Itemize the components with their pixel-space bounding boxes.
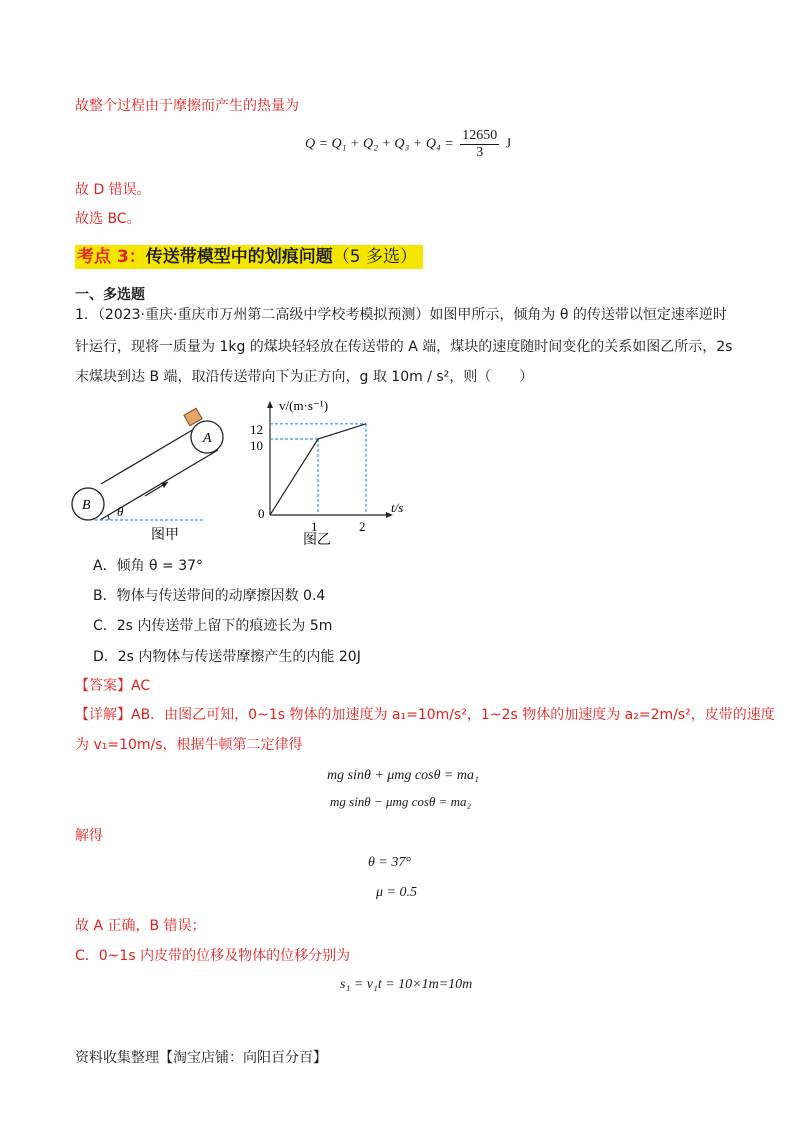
belt-label-b: B [82, 498, 91, 513]
option-b: B．物体与传送带间的动摩擦因数 0.4 [93, 588, 326, 604]
solve-text: 解得 [75, 828, 103, 844]
section-title-tag: （5 多选） [332, 247, 417, 267]
option-d: D．2s 内物体与传送带摩擦产生的内能 20J [93, 649, 361, 665]
section-title-lead: 考点 3： [77, 247, 146, 267]
section-title-text: 传送带模型中的划痕问题 [145, 247, 333, 267]
option-a: A．倾角 θ = 37° [93, 558, 204, 574]
vt-graph [245, 392, 425, 548]
d-wrong-text: 故 D 错误。 [75, 182, 151, 198]
equation-newton-1: mg sinθ + μmg cosθ = ma₁ [327, 768, 479, 783]
detail-line-1: 【详解】AB．由图乙可知，0~1s 物体的加速度为 a₁=10m/s²，1~2s 物体的加速度为 a₂=2m/s²，皮带的速度 [75, 707, 775, 723]
question-line-1: 1．（2023·重庆·重庆市万州第二高级中学校考模拟预测）如图甲所示，倾角为 θ 的传送带以恒定速率逆时 [75, 307, 727, 323]
footer-source: 资料收集整理【淘宝店铺：向阳百分百】 [75, 1050, 327, 1066]
heat-equation [305, 128, 511, 161]
equation-displacement: s₁ = v₁t = 10×1m=10m [340, 977, 473, 992]
option-c: C．2s 内传送带上留下的痕迹长为 5m [93, 618, 333, 634]
heat-equation-fraction [460, 128, 499, 161]
conveyor-belt-figure [65, 398, 245, 548]
equation-mu: μ = 0.5 [376, 885, 417, 900]
detail-line-2: 为 v₁=10m/s，根据牛顿第二定律得 [75, 737, 303, 753]
tick-x-1: 1 [311, 519, 318, 534]
heat-equation-unit: J [505, 136, 512, 152]
tick-y-10: 10 [250, 438, 263, 453]
heat-equation-numerator: 12650 [462, 128, 498, 143]
tick-y-12: 12 [250, 422, 263, 437]
heat-intro-text: 故整个过程由于摩擦而产生的热量为 [75, 98, 299, 114]
equation-theta: θ = 37° [368, 855, 411, 870]
graph-y-label: v/(m·s⁻¹) [279, 398, 329, 413]
equation-newton-2: mg sinθ − μmg cosθ = ma₂ [330, 794, 472, 809]
answer-text: 【答案】AC [75, 678, 151, 694]
question-line-2: 针运行，现将一质量为 1kg 的煤块轻轻放在传送带的 A 端，煤块的速度随时间变化的关系如图乙所示，2s [75, 339, 733, 355]
belt-angle-label: θ [117, 504, 124, 519]
y-axis-arrow-icon [267, 401, 273, 408]
question-line-3: 末煤块到达 B 端，取沿传送带向下为正方向，g 取 10m / s²，则（ ） [75, 369, 534, 385]
select-bc-text: 故选 BC。 [75, 211, 141, 227]
angle-arc [108, 515, 109, 520]
heat-equation-denominator: 3 [476, 145, 484, 160]
caption-left: 图甲 [151, 528, 179, 543]
section-title [75, 245, 423, 269]
tick-x-2: 2 [359, 519, 366, 534]
conclude-text: 故 A 正确，B 错误； [75, 918, 206, 934]
caption-right: 图乙 [303, 533, 331, 548]
belt-body [72, 421, 223, 520]
graph-x-label: t/s [391, 500, 404, 515]
c-line-text: C．0~1s 内皮带的位移及物体的位移分别为 [75, 948, 351, 964]
belt-label-a: A [203, 431, 212, 446]
heat-equation-lhs: Q = Q₁ + Q₂ + Q₃ + Q₄ = [305, 136, 454, 152]
subsection-title: 一、多选题 [75, 287, 145, 303]
tick-origin: 0 [258, 506, 265, 521]
